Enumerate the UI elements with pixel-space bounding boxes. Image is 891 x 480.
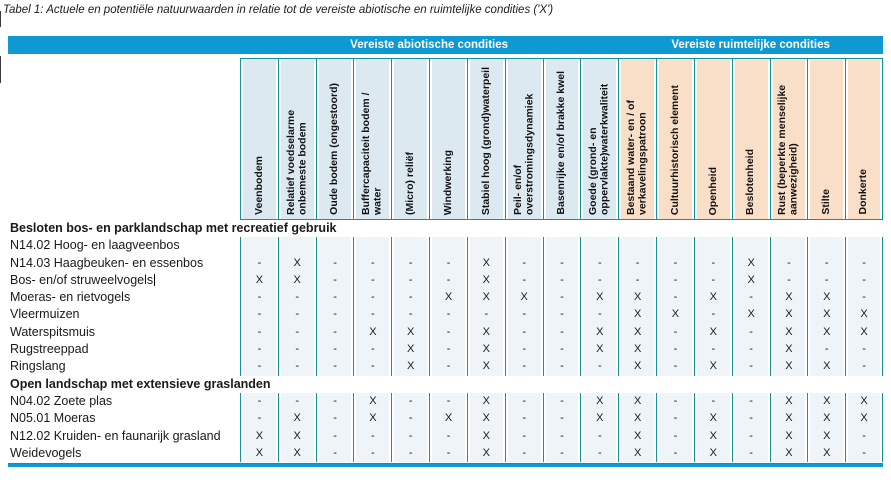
value-cell: - [543,255,581,272]
row-group-header: Besloten bos- en parklandschap met recreatief gebruik [8,220,883,237]
value-cell: - [505,324,543,341]
value-cell: X [618,393,656,410]
value-cell: - [505,428,543,445]
row-label: N12.02 Kruiden- en faunarijk grasland [8,428,240,445]
value-cell: - [391,255,429,272]
column-header [429,58,467,220]
value-cell: - [391,306,429,323]
value-cell: - [845,341,883,358]
value-cell: X [391,358,429,375]
value-cell: - [240,393,278,410]
value-cell: - [694,306,732,323]
value-cell: X [618,324,656,341]
value-cell: X [467,393,505,410]
value-cell: X [694,410,732,427]
value-cell: - [429,255,467,272]
column-header [770,58,808,220]
value-cell: - [807,255,845,272]
value-cell: X [807,428,845,445]
value-cell: X [278,445,316,462]
value-cell: - [429,445,467,462]
value-cell: - [429,324,467,341]
value-cell [543,237,581,254]
value-cell: X [467,445,505,462]
value-cell: - [845,358,883,375]
row-label: Moeras- en rietvogels [8,289,240,306]
column-header [353,58,391,220]
value-cell: - [770,255,808,272]
value-cell: X [656,306,694,323]
value-cell: X [618,341,656,358]
value-cell: - [656,428,694,445]
value-cell: X [618,445,656,462]
column-header [505,58,543,220]
value-cell: - [656,410,694,427]
value-cell: X [770,341,808,358]
value-cell [807,237,845,254]
value-cell: - [618,272,656,289]
value-cell: - [845,445,883,462]
value-cell: - [316,358,354,375]
value-cell: - [732,341,770,358]
column-header [694,58,732,220]
column-header-label: Buffercapaciteit bodem / water [360,92,384,215]
value-cell: X [505,289,543,306]
value-cell: - [543,445,581,462]
row-label: Vleermuizen [8,306,240,323]
value-cell: - [353,289,391,306]
value-cell: - [732,393,770,410]
column-header [845,58,883,220]
value-cell: X [807,358,845,375]
value-cell: - [732,410,770,427]
value-cell: - [429,341,467,358]
value-cell: - [543,306,581,323]
value-cell: X [467,410,505,427]
column-header-label: Donkerte [857,169,870,215]
value-cell: - [807,341,845,358]
value-cell: X [732,306,770,323]
value-cell [505,237,543,254]
value-cell [656,237,694,254]
value-cell: - [580,255,618,272]
value-cell: X [580,341,618,358]
value-cell: X [618,289,656,306]
value-cell: X [580,324,618,341]
value-cell: X [694,324,732,341]
value-cell: X [580,410,618,427]
conditions-table [8,36,883,462]
value-cell: X [353,410,391,427]
value-cell: X [467,255,505,272]
value-cell: - [505,255,543,272]
value-cell: - [694,341,732,358]
value-cell: X [807,289,845,306]
row-label: N14.03 Haagbeuken- en essenbos [8,255,240,272]
value-cell: - [807,272,845,289]
value-cell: X [770,306,808,323]
value-cell [353,237,391,254]
value-cell: - [391,272,429,289]
value-cell [316,237,354,254]
value-cell: - [543,410,581,427]
value-cell: - [353,255,391,272]
value-cell: - [656,393,694,410]
value-cell: X [240,428,278,445]
value-cell: - [770,272,808,289]
value-cell: X [770,428,808,445]
value-cell: X [618,410,656,427]
value-cell: - [543,358,581,375]
value-cell: - [505,358,543,375]
column-header [618,58,656,220]
text-cursor [154,274,155,286]
column-header-label: Veenbodem [252,156,265,215]
value-cell: - [732,428,770,445]
table-caption: Tabel 1: Actuele en potentiële natuurwaarden in relatie tot de vereiste abiotische en ruimtelijke condities ('X') [3,4,554,16]
row-label: Rugstreeppad [8,341,240,358]
value-cell: - [316,428,354,445]
column-header-label: Goede (grond- en oppervlakte)waterkwaliteit [587,83,611,215]
value-cell [770,237,808,254]
column-header [580,58,618,220]
value-cell: - [353,358,391,375]
band-corner [8,36,240,54]
value-cell: X [467,324,505,341]
value-cell: - [391,445,429,462]
value-cell: - [580,306,618,323]
column-header-label: Beslotenheid [744,149,757,215]
value-cell: - [391,289,429,306]
value-cell: - [543,428,581,445]
value-cell: X [845,306,883,323]
value-cell [467,237,505,254]
value-cell: X [770,393,808,410]
value-cell: - [845,289,883,306]
value-cell: - [240,410,278,427]
value-cell: X [353,393,391,410]
value-cell [618,237,656,254]
value-cell: - [694,272,732,289]
value-cell: X [618,428,656,445]
value-cell: - [278,341,316,358]
value-cell: - [353,428,391,445]
value-cell: X [467,289,505,306]
column-header-label: Stabiel hoog (grond)waterpeil [479,66,492,215]
value-cell: X [467,272,505,289]
value-cell: - [316,255,354,272]
row-label: Bos- en/of struweelvogels [8,272,240,289]
cursor-artifact-top [0,11,1,27]
value-cell: X [845,324,883,341]
value-cell: - [618,255,656,272]
value-cell: - [429,358,467,375]
value-cell: X [694,358,732,375]
value-cell: - [240,306,278,323]
value-cell: X [732,255,770,272]
column-header [316,58,354,220]
column-header-label: Oude bodem (ongestoord) [328,83,341,215]
value-cell: X [845,393,883,410]
value-cell: - [505,341,543,358]
value-cell: X [391,341,429,358]
value-cell: - [391,410,429,427]
value-cell: X [278,428,316,445]
value-cell: - [240,324,278,341]
value-cell: - [505,410,543,427]
column-header-label: Bestaand water- en / of verkavelingspatroon [625,100,649,215]
value-cell: - [694,393,732,410]
row-label: N05.01 Moeras [8,410,240,427]
value-cell: - [353,341,391,358]
value-cell: X [467,341,505,358]
value-cell: X [770,358,808,375]
column-header [543,58,581,220]
row-label: Weidevogels [8,445,240,462]
column-header-label: Peil- en/of overstromingsdynamiek [511,93,536,215]
value-cell: - [543,393,581,410]
value-cell: X [807,393,845,410]
value-cell: - [543,289,581,306]
value-cell [694,237,732,254]
cursor-artifact-side [0,56,1,83]
value-cell: X [618,306,656,323]
value-cell: - [316,272,354,289]
value-cell: - [543,341,581,358]
value-cell: X [845,410,883,427]
value-cell: - [467,306,505,323]
value-cell: - [694,255,732,272]
value-cell: - [316,410,354,427]
value-cell: - [732,289,770,306]
value-cell: - [732,445,770,462]
column-header-label: Openheid [706,166,719,215]
column-header [278,58,316,220]
value-cell: - [543,272,581,289]
value-cell: - [580,428,618,445]
column-header [656,58,694,220]
value-cell: - [278,358,316,375]
value-cell: X [278,410,316,427]
value-cell: - [580,272,618,289]
value-cell: - [278,289,316,306]
value-cell: - [278,393,316,410]
value-cell: X [694,445,732,462]
value-cell: - [316,289,354,306]
value-cell: X [240,445,278,462]
value-cell: X [807,445,845,462]
value-cell: X [429,410,467,427]
value-cell: - [316,445,354,462]
value-cell: - [656,255,694,272]
value-cell: - [391,393,429,410]
value-cell: X [278,272,316,289]
row-label: Ringslang [8,358,240,375]
value-cell: X [807,306,845,323]
value-cell: X [807,410,845,427]
row-label: N04.02 Zoete plas [8,393,240,410]
value-cell: - [316,341,354,358]
value-cell [391,237,429,254]
value-cell: - [278,306,316,323]
row-group-header: Open landschap met extensieve graslanden [8,376,883,393]
value-cell: - [353,272,391,289]
value-cell: - [429,393,467,410]
row-label: Waterspitsmuis [8,324,240,341]
value-cell: - [732,324,770,341]
value-cell: X [429,289,467,306]
value-cell: - [505,393,543,410]
column-header [732,58,770,220]
value-cell: X [770,445,808,462]
value-cell: - [353,306,391,323]
column-header-label: (Micro) reliëf [403,151,416,215]
column-header-label: Basenrijke en/of brakke kwel [555,71,568,215]
value-cell: - [656,289,694,306]
column-header-label: Cultuurhistorisch element [668,84,681,215]
value-cell: X [732,272,770,289]
value-cell: X [353,324,391,341]
value-cell: - [316,393,354,410]
value-cell: X [770,410,808,427]
value-cell: - [845,272,883,289]
value-cell [240,237,278,254]
value-cell: X [580,393,618,410]
value-cell: - [580,445,618,462]
value-cell: - [240,358,278,375]
column-group-abiotisch: Vereiste abiotische condities [240,36,618,54]
value-cell: - [240,255,278,272]
value-cell: - [845,255,883,272]
value-cell: X [391,324,429,341]
value-cell: - [656,324,694,341]
value-cell: X [770,289,808,306]
value-cell: - [429,272,467,289]
value-cell: X [467,358,505,375]
value-cell: - [391,428,429,445]
value-cell: X [467,428,505,445]
column-header-label: Rust (beperkte menselijke aanwezigheid) [776,84,800,215]
value-cell [845,237,883,254]
value-cell: - [278,324,316,341]
value-cell: - [429,306,467,323]
column-header [391,58,429,220]
column-header-label: Relatief voedselarme onbemeste bodem [284,109,309,215]
value-cell: - [732,358,770,375]
value-cell: - [429,428,467,445]
value-cell: X [580,289,618,306]
value-cell [278,237,316,254]
value-cell: - [316,324,354,341]
value-cell: - [845,428,883,445]
value-cell [580,237,618,254]
column-group-ruimtelijk: Vereiste ruimtelijke condities [618,36,883,54]
value-cell: - [505,445,543,462]
value-cell [429,237,467,254]
value-cell: - [656,358,694,375]
value-cell: - [505,306,543,323]
value-cell: - [505,272,543,289]
value-cell: - [240,341,278,358]
value-cell: - [240,289,278,306]
value-cell: X [618,358,656,375]
value-cell [732,237,770,254]
value-cell: - [543,324,581,341]
column-header [240,58,278,220]
value-cell: X [694,428,732,445]
value-cell: - [353,445,391,462]
value-cell: X [240,272,278,289]
value-cell: X [694,289,732,306]
column-header [467,58,505,220]
value-cell: - [656,341,694,358]
value-cell: - [580,358,618,375]
value-cell: X [770,324,808,341]
value-cell: - [656,272,694,289]
value-cell: X [807,324,845,341]
column-header [807,58,845,220]
column-header-label: Windwerking [441,149,454,215]
value-cell: - [656,445,694,462]
value-cell: - [316,306,354,323]
value-cell: X [278,255,316,272]
column-header-label: Stilte [820,189,832,215]
row-label: N14.02 Hoog- en laagveenbos [8,237,240,254]
table-bottom-border [8,463,883,467]
